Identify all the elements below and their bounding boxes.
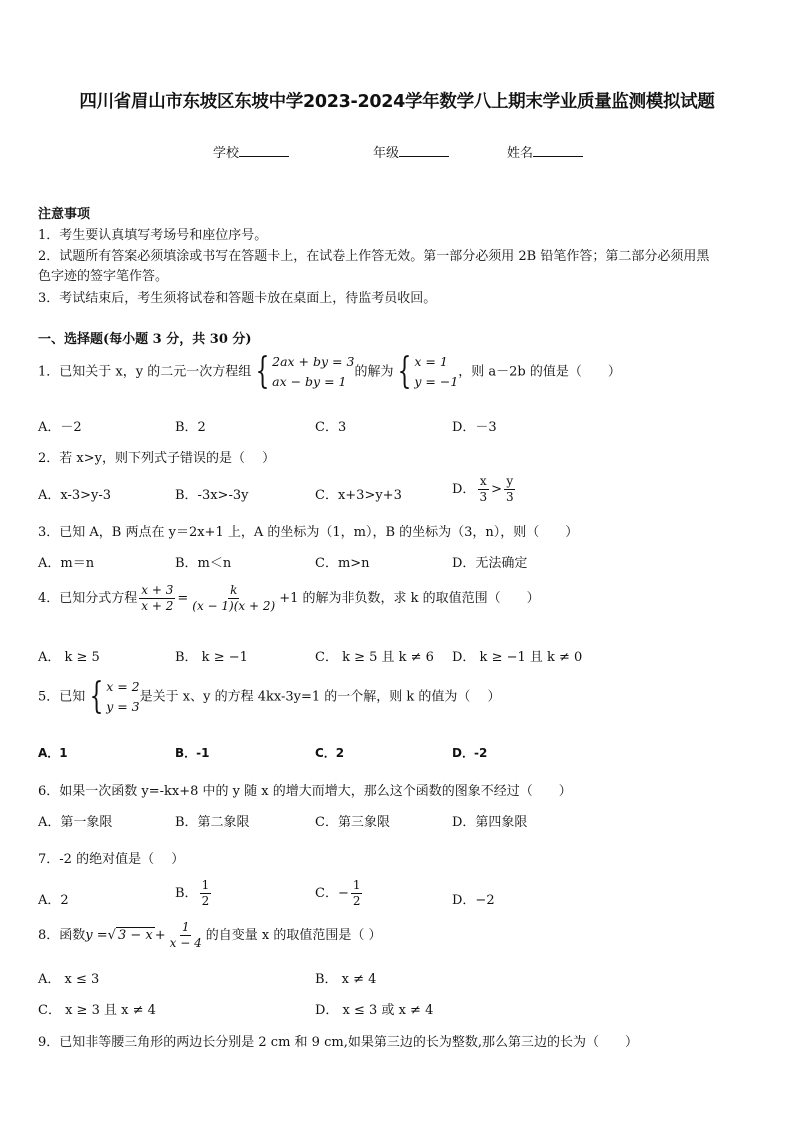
q7-c-num: 1	[352, 878, 361, 892]
q4-option-d: D． k ≥ −1 且 k ≠ 0	[452, 650, 583, 665]
school-field	[213, 142, 289, 161]
q1-sol1: x = 1	[414, 354, 448, 369]
q2-option-b: B．-3x>-3y	[175, 488, 249, 503]
question-4	[38, 583, 540, 614]
q7-c-den: 2	[352, 894, 361, 908]
page-title: 四川省眉山市东坡区东坡中学2023-2024学年数学八上期末学业质量监测模拟试题	[79, 92, 715, 112]
q6-option-a: A．第一象限	[38, 815, 113, 830]
q8-option-d: D． x ≤ 3 或 x ≠ 4	[315, 1003, 434, 1018]
q4-option-a: A． k ≥ 5	[38, 650, 100, 665]
q1-option-a: A．－2	[38, 420, 82, 435]
q1-solution-system	[393, 352, 458, 392]
q7-option-c-label: C．−	[315, 886, 349, 901]
q7-option-a: A．2	[38, 893, 69, 908]
question-6: 6．如果一次函数 y=-kx+8 中的 y 随 x 的增大而增大，那么这个函数的图象不经过（ ）	[38, 784, 572, 799]
q3-option-d: D．无法确定	[452, 556, 528, 571]
name-blank	[533, 146, 583, 157]
sqrt-icon: √	[107, 928, 116, 943]
q7-option-c	[315, 878, 364, 909]
q2-d-x-den: 3	[479, 490, 488, 504]
q6-option-b: B．第二象限	[175, 815, 250, 830]
brace-icon: {	[255, 351, 270, 392]
q4-option-c: C． k ≥ 5 且 k ≠ 6	[315, 650, 434, 665]
q5-sol1: x = 2	[106, 679, 140, 694]
q6-option-d: D．第四象限	[452, 815, 528, 830]
question-9: 9．已知非等腰三角形的两边长分别是 2 cm 和 9 cm,如果第三边的长为整数,那么第三边的长为（ ）	[38, 1035, 638, 1050]
question-2: 2．若 x>y，则下列式子错误的是（ ）	[38, 451, 276, 466]
q5-stem-pre: 5．已知	[38, 689, 86, 705]
q8-option-b: B． x ≠ 4	[315, 972, 377, 987]
q8-stem-pre: 8．函数	[38, 928, 86, 943]
grade-label: 年级	[373, 146, 400, 161]
q8-option-a: A． x ≤ 3	[38, 972, 100, 987]
brace-icon: {	[398, 351, 412, 392]
question-1	[38, 352, 621, 392]
q5-solution-system	[85, 677, 139, 717]
q8-radicand: 3 − x	[117, 928, 153, 943]
q8-f-den: x − 4	[169, 936, 202, 950]
q1-option-c: C．3	[315, 420, 347, 435]
q5-stem-post: 是关于 x、y 的方程 4kx-3y=1 的一个解，则 k 的值为（ ）	[139, 689, 501, 705]
q7-option-d: D．−2	[452, 893, 495, 908]
q5-option-a: A．1	[38, 746, 68, 760]
grade-blank	[399, 146, 449, 157]
question-7: 7．-2 的绝对值是（ ）	[38, 852, 185, 867]
q7-b-num: 1	[201, 878, 210, 892]
q8-plus: +	[154, 928, 166, 943]
school-blank	[239, 146, 289, 157]
q5-sol2: y = 3	[106, 699, 140, 714]
q5-option-d: D．-2	[452, 746, 488, 760]
q1-equation-system	[251, 352, 354, 392]
note-1: 1．考生要认真填写考场号和座位序号。	[38, 228, 268, 243]
q2-option-d	[452, 474, 518, 505]
q2-option-c: C．x+3>y+3	[315, 488, 402, 503]
q4-f2-den: (x − 1)(x + 2)	[192, 599, 276, 613]
q4-f2-num: k	[230, 583, 238, 597]
notes-heading: 注意事项	[38, 207, 91, 222]
note-2a: 2．试题所有答案必须填涂或书写在答题卡上，在试卷上作答无效。第一部分必须用 2B 铅笔作答；第二部分必须用黑	[38, 249, 710, 264]
q1-stem-post: ，则 a－2b 的值是（ ）	[458, 364, 621, 380]
section-heading: 一、选择题(每小题 3 分，共 30 分)	[38, 332, 252, 347]
question-8	[38, 920, 381, 951]
q8-f-num: 1	[181, 920, 190, 934]
q2-d-x-num: x	[479, 474, 487, 488]
q4-fraction-left	[139, 583, 175, 614]
name-label: 姓名	[507, 146, 534, 161]
note-2b: 色字迹的签字笔作答。	[38, 269, 169, 284]
q8-option-c: C． x ≥ 3 且 x ≠ 4	[38, 1003, 156, 1018]
q2-d-y-num: y	[506, 474, 514, 488]
q2-d-y-den: 3	[505, 490, 514, 504]
q1-option-b: B．2	[175, 420, 206, 435]
q5-option-c: C．2	[315, 746, 345, 760]
q8-stem-post: 的自变量 x 的取值范围是（ ）	[205, 928, 382, 943]
q4-f1-num: x + 3	[141, 583, 174, 597]
question-3: 3．已知 A，B 两点在 y＝2x+1 上，A 的坐标为（1，m），B 的坐标为（3，n），则（ ）	[38, 525, 579, 540]
q4-stem-post: +1 的解为非负数，求 k 的取值范围（ ）	[279, 591, 540, 606]
note-3: 3．考试结束后，考生须将试卷和答题卡放在桌面上，待监考员收回。	[38, 291, 437, 306]
q7-option-b	[175, 878, 213, 909]
q1-option-d: D．－3	[452, 420, 497, 435]
q1-stem-mid: 的解为	[354, 364, 394, 380]
q1-eq1: 2ax + by = 3	[272, 354, 355, 369]
q6-option-c: C．第三象限	[315, 815, 390, 830]
q4-stem-pre: 4．已知分式方程	[38, 591, 138, 606]
q1-sol2: y = −1	[414, 374, 459, 389]
question-5	[38, 677, 501, 717]
q4-option-b: B． k ≥ −1	[175, 650, 248, 665]
grade-field	[373, 142, 449, 161]
school-label: 学校	[213, 146, 240, 161]
q2-option-d-label: D．	[452, 482, 476, 497]
q2-option-a: A．x-3>y-3	[38, 488, 112, 503]
q4-equals: =	[177, 591, 189, 606]
name-field	[507, 142, 583, 161]
q2-d-gt: >	[491, 482, 502, 497]
q7-option-b-label: B．	[175, 886, 198, 901]
q7-b-den: 2	[201, 894, 210, 908]
q3-option-a: A．m＝n	[38, 556, 95, 571]
q3-option-c: C．m>n	[315, 556, 370, 571]
q4-fraction-right	[190, 583, 277, 614]
q3-option-b: B．m＜n	[175, 556, 232, 571]
q1-eq2: ax − by = 1	[272, 374, 347, 389]
q8-y-equals: y =	[85, 928, 108, 943]
q5-option-b: B．-1	[175, 746, 210, 760]
q1-stem-pre: 1．已知关于 x，y 的二元一次方程组	[38, 364, 252, 380]
q4-f1-den: x + 2	[141, 599, 174, 613]
brace-icon: {	[89, 676, 104, 717]
